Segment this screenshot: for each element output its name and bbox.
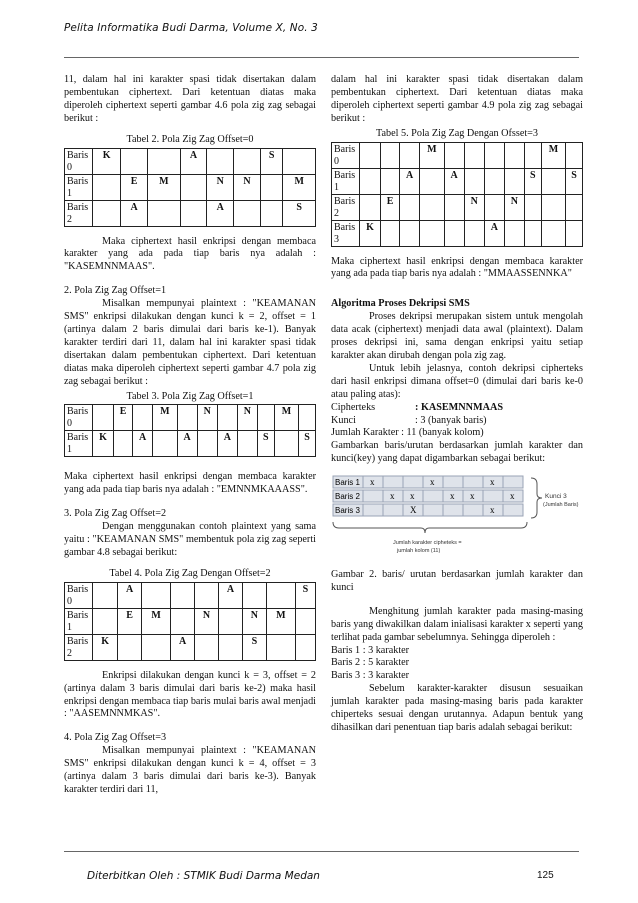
row-label: Baris 1: [65, 174, 93, 200]
figure-mark: x: [490, 505, 495, 516]
table-row: [65, 608, 316, 634]
table-row: [65, 405, 316, 431]
table-cell: [197, 431, 217, 457]
table-cell: [464, 220, 484, 246]
table-cell: S: [283, 200, 316, 226]
figure-mark: x: [370, 477, 375, 488]
table-caption: Tabel 5. Pola Zig Zag Dengan Ofsset=3: [375, 127, 539, 139]
section-heading: 3. Pola Zig Zag Offset=2: [64, 508, 167, 520]
table-cell: [541, 168, 565, 194]
table-cell: [207, 148, 234, 174]
table-cell: [121, 148, 148, 174]
kv-row: Kunci : 3 (banyak baris): [331, 414, 487, 426]
table-cell: [541, 194, 565, 220]
table-cell: [484, 142, 504, 168]
bottom-brace: [333, 522, 527, 533]
table-cell: A: [177, 431, 197, 457]
table-cell: N: [207, 174, 234, 200]
brace-label: Jumlah karakter cipheteks =: [393, 540, 462, 547]
table-cell: A: [219, 582, 243, 608]
table-cell: [171, 582, 195, 608]
zigzag-table: [64, 582, 316, 661]
table-cell: [295, 634, 315, 660]
kv-row: Cipherteks : KASEMNNMAAS: [331, 401, 504, 413]
table-cell: [260, 174, 282, 200]
table-cell: [93, 174, 121, 200]
table-cell: [566, 220, 583, 246]
right-column: [331, 74, 583, 735]
table-cell: N: [237, 405, 257, 431]
table-cell: E: [381, 194, 400, 220]
table-cell: [219, 608, 243, 634]
table-cell: [93, 582, 118, 608]
figure-row-label: Baris 2: [335, 492, 360, 502]
table-cell: A: [118, 582, 142, 608]
table-cell: [148, 200, 181, 226]
row-label: Baris 0: [65, 405, 93, 431]
table-cell: S: [566, 168, 583, 194]
table-cell: A: [444, 168, 464, 194]
row-diagram-svg: [331, 472, 583, 560]
table-cell: [257, 405, 274, 431]
table-cell: A: [180, 148, 207, 174]
table-cell: [299, 405, 316, 431]
table-cell: N: [242, 608, 266, 634]
table-cell: M: [420, 142, 444, 168]
paragraph: Untuk lebih jelasnya, contoh dekripsi cipherteks dari hasil enkripsi dimana offset=0 (dimulai dari baris ke-0 atau paling atas):: [331, 362, 583, 400]
table-cell: [217, 405, 237, 431]
table-cell: [260, 200, 282, 226]
table-cell: N: [504, 194, 524, 220]
row-label: Baris 1: [65, 431, 93, 457]
count-line: Baris 2 : 5 karakter: [331, 657, 410, 669]
count-line: Baris 1 : 3 karakter: [331, 644, 410, 656]
table-cell: A: [133, 431, 153, 457]
table-cell: [464, 168, 484, 194]
table-cell: A: [171, 634, 195, 660]
table-row: [65, 431, 316, 457]
table-cell: [524, 220, 541, 246]
table-cell: [566, 142, 583, 168]
table-cell: [153, 431, 177, 457]
brace-label: (Jumlah Baris): [543, 502, 579, 509]
table-cell: K: [360, 220, 381, 246]
table-cell: [242, 582, 266, 608]
table-cell: K: [93, 148, 121, 174]
table-cell: [360, 194, 381, 220]
figure-mark: x: [510, 491, 515, 502]
table-cell: A: [400, 168, 420, 194]
table-cell: [234, 148, 261, 174]
paragraph: Misalkan mempunyai plaintext : "KEAMANAN SMS" enkripsi dilakukan dengan kunci k = 4, offset = 3 (artinya dalam 3 baris dimulai dari baris ke-3). Banyak karakter terdiri dari 11,: [64, 745, 316, 795]
table-cell: M: [274, 405, 298, 431]
table-cell: [400, 220, 420, 246]
paragraph: Maka ciphertext hasil enkripsi dengan membaca karakter yang ada pada tiap baris nya adalah : "EMNNMKAAASS".: [64, 471, 316, 496]
figure-mark: X: [410, 505, 417, 516]
table-cell: A: [207, 200, 234, 226]
zigzag-table: [331, 142, 583, 247]
table-cell: [195, 634, 219, 660]
table-cell: [484, 168, 504, 194]
figure-row-label: Baris 1: [335, 478, 360, 488]
table-cell: S: [295, 582, 315, 608]
table-cell: [234, 200, 261, 226]
figure-mark: x: [450, 491, 455, 502]
table-cell: A: [484, 220, 504, 246]
paragraph: Proses dekripsi merupakan sistem untuk mengolah data acak (ciphertext) menjadi data awal (plaintext). Dalam proses dekripsi ini, sama dengan enkripsi yaitu setiap karakter akan dirubah dengan pola zig zag.: [331, 311, 583, 361]
table-cell: [381, 220, 400, 246]
table-row: [332, 142, 583, 168]
paragraph: 11, dalam hal ini karakter spasi tidak disertakan dalam pembentukan ciphertext. Dari ketentuan diatas maka diperoleh ciphertext seperti gambar 4.6 pola zig zag sebagai berikut :: [64, 74, 316, 124]
table-cell: [274, 431, 298, 457]
table-cell: [177, 405, 197, 431]
row-label: Baris 0: [65, 582, 93, 608]
table-cell: [444, 194, 464, 220]
table-cell: [195, 582, 219, 608]
figure-row: [333, 476, 523, 488]
figure-mark: x: [410, 491, 415, 502]
table-cell: [420, 194, 444, 220]
section-heading: Algoritma Proses Dekripsi SMS: [331, 298, 470, 310]
table-cell: [524, 142, 541, 168]
table-cell: [171, 608, 195, 634]
table-cell: [566, 194, 583, 220]
table-cell: [283, 148, 316, 174]
table-cell: S: [524, 168, 541, 194]
table-cell: [142, 634, 171, 660]
table-cell: N: [234, 174, 261, 200]
figure-mark: x: [390, 491, 395, 502]
table-cell: [266, 582, 295, 608]
paragraph: Menghitung jumlah karakter pada masing-masing baris yang diwakilkan dalam inialisasi karakter x seperti yang terlihat pada gambar sebelumnya. Sehingga diperoleh :: [331, 605, 583, 643]
table-cell: N: [197, 405, 217, 431]
table-cell: [295, 608, 315, 634]
table-cell: S: [299, 431, 316, 457]
figure-row: [333, 490, 523, 502]
brace-label: Kunci 3: [545, 493, 567, 501]
table-row: [65, 634, 316, 660]
row-label: Baris 1: [332, 168, 360, 194]
table-cell: [541, 220, 565, 246]
table-cell: [400, 142, 420, 168]
table-cell: [266, 634, 295, 660]
table-row: [65, 174, 316, 200]
paragraph: Misalkan mempunyai plaintext : "KEAMANAN SMS" enkripsi dilakukan dengan kunci k = 2, offset = 1 (artinya dalam 2 baris dimulai dari baris ke-1). Banyak karakter terdiri dari 11, dalam hal ini karakter spasi tidak disertakan dalam pembentukan ciphertext. Dari ketentuan diatas maka diperoleh ciphertext seperti gambar 4.7 pola zig zag sebagai berikut :: [64, 298, 316, 387]
table-cell: M: [283, 174, 316, 200]
paragraph: Gambarkan baris/urutan berdasarkan jumlah karakter dan kunci(key) yang dapat digambarkan sebagai berikut:: [331, 440, 583, 465]
left-column: [64, 74, 316, 797]
table-row: [332, 194, 583, 220]
header-rule: [64, 57, 579, 58]
table-row: [332, 220, 583, 246]
publisher-footer: Diterbitkan Oleh : STMIK Budi Darma Medan: [87, 870, 320, 882]
row-label: Baris 0: [65, 148, 93, 174]
paragraph: Sebelum karakter-karakter disusun sesuaikan jumlah karakter pada masing-masing baris pada karakter chiperteks sesuai dengan urutannya. Adapun bentuk yang dihasilkan dari penentuan tiap baris adalah sebagai berikut:: [331, 683, 583, 733]
table-cell: M: [541, 142, 565, 168]
table-cell: A: [121, 200, 148, 226]
row-label: Baris 3: [332, 220, 360, 246]
table-cell: [93, 608, 118, 634]
table-cell: [504, 220, 524, 246]
table-cell: M: [142, 608, 171, 634]
table-cell: [504, 168, 524, 194]
table-cell: N: [195, 608, 219, 634]
footer-rule: [64, 851, 579, 852]
table-cell: S: [257, 431, 274, 457]
table-row: [65, 200, 316, 226]
table-cell: [360, 142, 381, 168]
section-heading: 4. Pola Zig Zag Offset=3: [64, 732, 167, 744]
table-cell: [360, 168, 381, 194]
table-cell: [464, 142, 484, 168]
table-cell: [180, 200, 207, 226]
count-line: Baris 3 : 3 karakter: [331, 670, 410, 682]
table-cell: [148, 148, 181, 174]
figure-row-label: Baris 3: [335, 506, 360, 516]
table-cell: [133, 405, 153, 431]
table-cell: [420, 168, 444, 194]
figure-mark: x: [470, 491, 475, 502]
paragraph: Maka ciphertext hasil enkripsi dengan membaca karakter yang ada pada tiap baris nya adalah : "KASEMNNMAAS".: [64, 235, 316, 273]
figure-mark: x: [430, 477, 435, 488]
table-cell: [93, 405, 114, 431]
table-cell: E: [121, 174, 148, 200]
table-cell: [180, 174, 207, 200]
paragraph: Enkripsi dilakukan dengan kunci k = 3, offset = 2 (artinya dalam 3 baris dimulai dari baris ke-2) maka hasil enkripsi dengan membaca tiap baris mulai baris awal menjadi : "AASEMNNMKAS".: [64, 669, 316, 720]
table-cell: M: [148, 174, 181, 200]
table-cell: [420, 220, 444, 246]
paragraph: dalam hal ini karakter spasi tidak disertakan dalam pembentukan ciphertext. Dari ketentuan diatas maka diperoleh ciphertext seperti gambar 4.9 pola zig zag sebagai berikut :: [331, 74, 583, 124]
paragraph: Dengan menggunakan contoh plaintext yang sama yaitu : "KEAMANAN SMS" membentuk pola zig zag seperti gambar 4.8 sebagai berikut:: [64, 521, 316, 558]
table-cell: S: [242, 634, 266, 660]
figure-row: [333, 504, 523, 516]
table-cell: N: [464, 194, 484, 220]
table-cell: E: [118, 608, 142, 634]
row-label: Baris 1: [65, 608, 93, 634]
table-cell: K: [93, 431, 114, 457]
figure-row-diagram: [331, 472, 583, 565]
table-cell: [444, 220, 464, 246]
table-cell: A: [217, 431, 237, 457]
table-cell: [237, 431, 257, 457]
journal-header: Pelita Informatika Budi Darma, Volume X, No. 3: [64, 22, 318, 34]
table-cell: [444, 142, 464, 168]
table-row: [332, 168, 583, 194]
table-cell: [484, 194, 504, 220]
table-row: [65, 148, 316, 174]
paragraph: Maka ciphertext hasil enkripsi dengan membaca karakter yang ada pada tiap baris nya adalah : "MMAASSENNKA": [331, 255, 583, 280]
brace-label: jumlah kolom (11): [397, 548, 441, 555]
table-cell: [524, 194, 541, 220]
table-cell: [114, 431, 133, 457]
kv-row: Jumlah Karakter : 11 (banyak kolom): [331, 427, 484, 439]
table-cell: S: [260, 148, 282, 174]
figure-caption: Gambar 2. baris/ urutan berdasarkan jumlah karakter dan kunci: [331, 569, 583, 593]
row-label: Baris 2: [332, 194, 360, 220]
row-label: Baris 2: [65, 634, 93, 660]
table-cell: [381, 142, 400, 168]
table-cell: [142, 582, 171, 608]
table-row: [65, 582, 316, 608]
row-label: Baris 0: [332, 142, 360, 168]
row-label: Baris 2: [65, 200, 93, 226]
page-number: 125: [537, 870, 554, 881]
table-cell: [93, 200, 121, 226]
zigzag-table: [64, 148, 316, 227]
table-cell: E: [114, 405, 133, 431]
section-heading: 2. Pola Zig Zag Offset=1: [64, 285, 167, 297]
table-cell: [400, 194, 420, 220]
table-cell: [504, 142, 524, 168]
table-cell: K: [93, 634, 118, 660]
table-cell: [219, 634, 243, 660]
table-caption: Tabel 3. Pola Zig Zag Offset=1: [126, 390, 254, 402]
table-cell: M: [266, 608, 295, 634]
figure-mark: x: [490, 477, 495, 488]
table-cell: M: [153, 405, 177, 431]
table-cell: [118, 634, 142, 660]
table-caption: Tabel 2. Pola Zig Zag Offset=0: [126, 133, 254, 145]
zigzag-table: [64, 404, 316, 457]
table-cell: [381, 168, 400, 194]
right-brace: [531, 478, 542, 518]
table-caption: Tabel 4. Pola Zig Zag Dengan Offset=2: [109, 567, 271, 579]
